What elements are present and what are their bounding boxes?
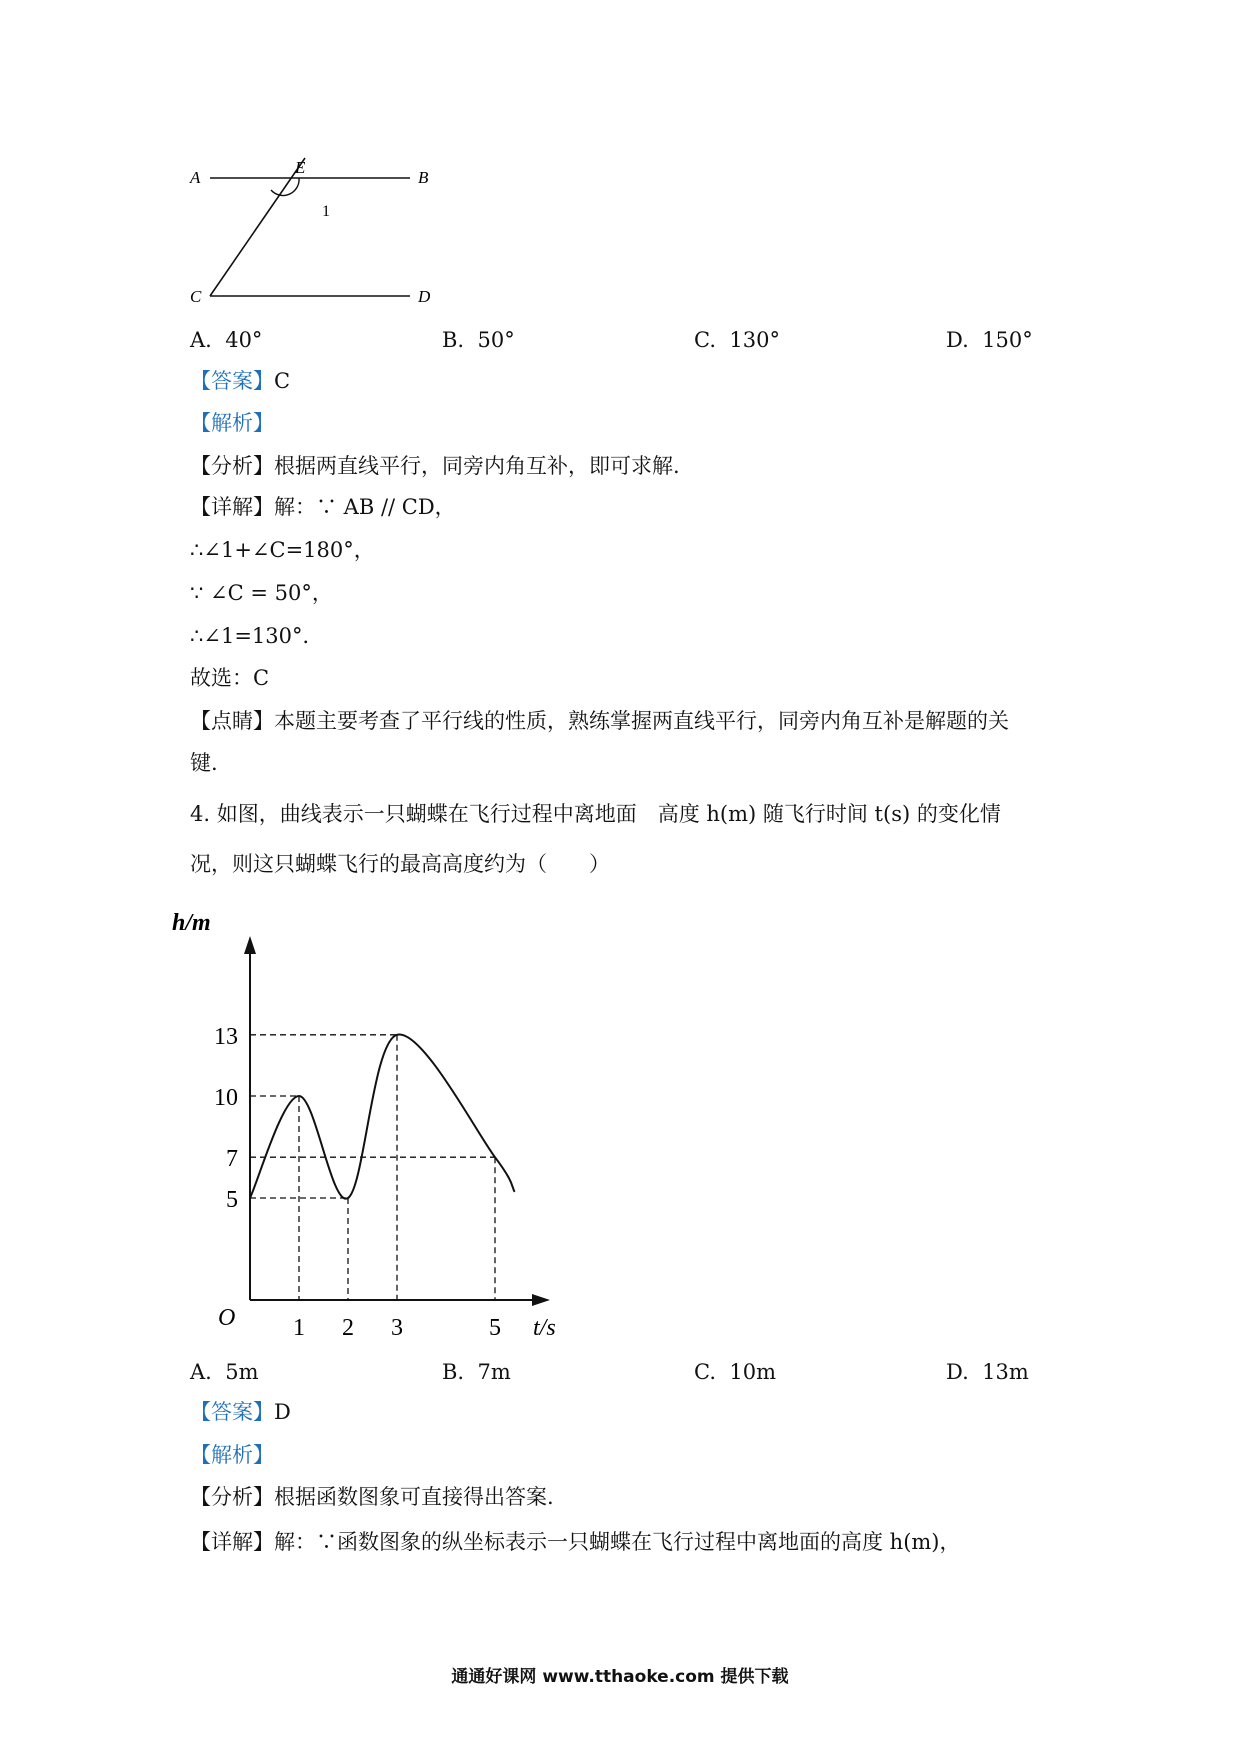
q3-option-d: D. 150° — [946, 328, 1033, 352]
q3-dianjing-line-2: 键. — [190, 751, 218, 775]
origin-label: O — [218, 1305, 236, 1331]
x-axis-label: t/s — [533, 1315, 556, 1340]
q4-answer: 【答案】D — [190, 1400, 291, 1424]
page-footer: 通通好课网 www.tthaoke.com 提供下载 — [451, 1667, 789, 1687]
q3-answer: 【答案】C — [190, 369, 291, 393]
x-tick-label-1: 2 — [342, 1315, 354, 1340]
label-b: B — [418, 168, 429, 187]
q3-xiangjie-line-1: 【详解】解：∵ AB // CD， — [190, 495, 456, 519]
q3-dianjing-line-1: 【点睛】本题主要考查了平行线的性质，熟练掌握两直线平行，同旁内角互补是解题的关 — [190, 709, 1009, 733]
x-tick-label-3: 5 — [489, 1315, 501, 1340]
q3-xiangjie-line-4: ∴∠1=130°． — [190, 624, 324, 648]
q3-option-a: A. 40° — [190, 328, 263, 352]
label-e: E — [295, 158, 306, 177]
q3-option-b: B. 50° — [442, 328, 515, 352]
x-axis-arrow — [532, 1294, 550, 1306]
q4-option-c: C. 10m — [694, 1360, 776, 1384]
q4-fenxi: 【分析】根据函数图象可直接得出答案. — [190, 1485, 554, 1509]
q3-option-c: C. 130° — [694, 328, 780, 352]
q3-fenxi: 【分析】根据两直线平行，同旁内角互补，即可求解. — [190, 454, 680, 478]
q4-stem-line-1: 4. 如图，曲线表示一只蝴蝶在飞行过程中离地面 高度 h(m) 随飞行时间 t(s) 的变化情 — [190, 802, 1001, 826]
x-tick-label-0: 1 — [293, 1315, 305, 1340]
y-axis-arrow — [244, 936, 256, 954]
label-1: 1 — [322, 203, 330, 220]
q4-stem-line-2: 况，则这只蝴蝶飞行的最高高度约为（ ） — [190, 852, 610, 876]
q4-jiexi-tag: 【解析】 — [190, 1443, 274, 1467]
label-c: C — [190, 287, 202, 306]
y-axis-label: h/m — [172, 910, 211, 936]
y-tick-label-1: 7 — [226, 1146, 238, 1173]
height-curve — [250, 1034, 515, 1198]
y-tick-label-3: 13 — [214, 1023, 238, 1050]
height-time-chart — [170, 900, 610, 1340]
parallel-lines-figure — [185, 150, 445, 310]
x-tick-label-2: 3 — [391, 1315, 403, 1340]
q4-option-d: D. 13m — [946, 1360, 1029, 1384]
q4-option-a: A. 5m — [190, 1360, 259, 1384]
y-tick-label-2: 10 — [214, 1085, 238, 1111]
q3-xiangjie-line-3: ∵ ∠C = 50°， — [190, 581, 333, 605]
y-tick-label-0: 5 — [226, 1187, 238, 1213]
q4-option-b: B. 7m — [442, 1360, 511, 1384]
q4-xiangjie: 【详解】解：∵函数图象的纵坐标表示一只蝴蝶在飞行过程中离地面的高度 h(m)， — [190, 1530, 961, 1554]
label-d: D — [418, 287, 431, 306]
label-a: A — [190, 168, 201, 187]
q3-xiangjie-line-2: ∴∠1+∠C=180°， — [190, 538, 375, 562]
q3-jiexi-tag: 【解析】 — [190, 411, 274, 435]
q3-xiangjie-line-5: 故选：C — [190, 666, 270, 690]
